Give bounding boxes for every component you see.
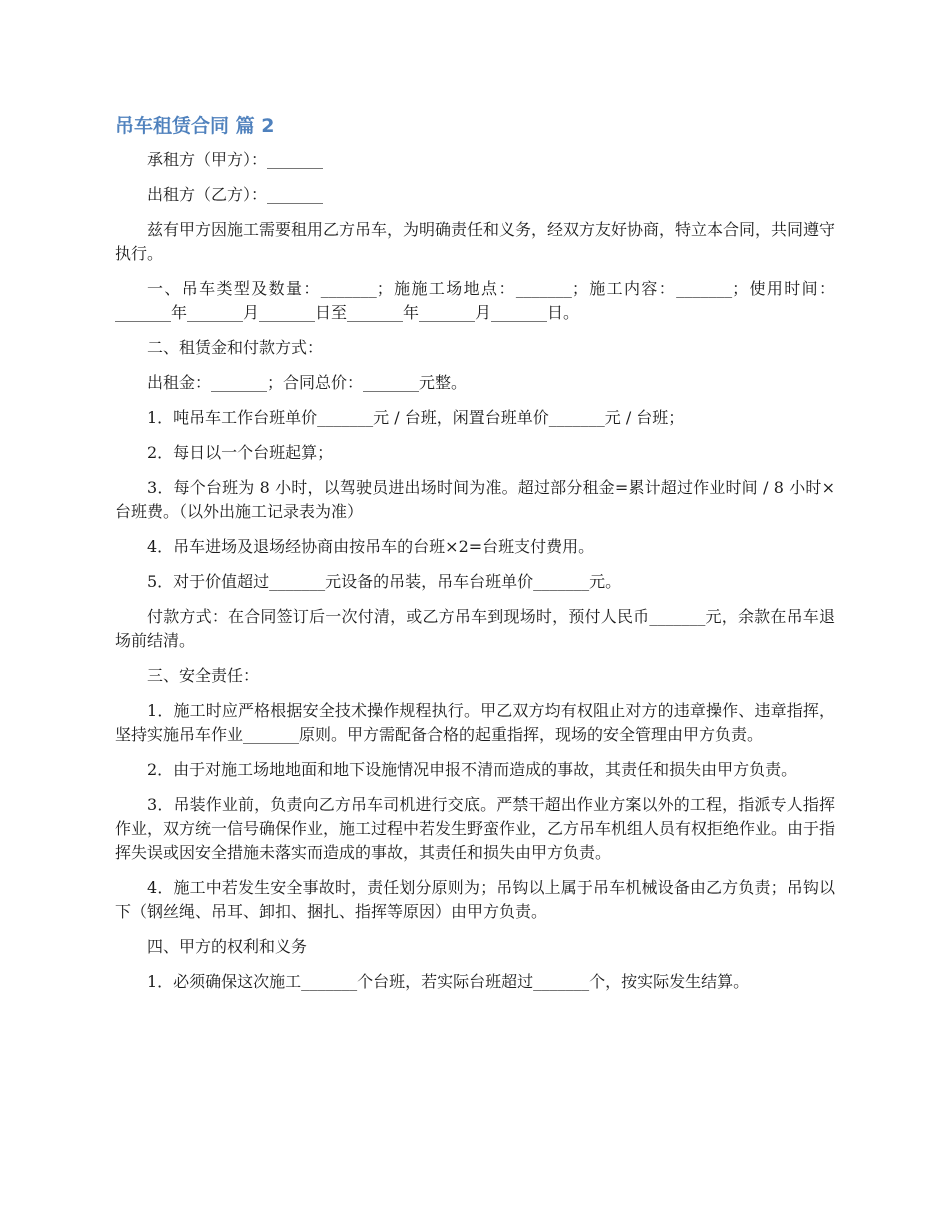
payment-method-paragraph: 付款方式：在合同签订后一次付清，或乙方吊车到现场时，预付人民币_______元，余款在吊车退场前结清。 [115,607,835,650]
preamble-paragraph: 兹有甲方因施工需要租用乙方吊车，为明确责任和义务，经双方友好协商，特立本合同，共同遵守执行。 [115,220,836,263]
section-4-heading: 四、甲方的权利和义务 [147,937,308,956]
rent-amount-line: 出租金：_______；合同总价：_______元整。 [147,373,468,392]
clause-2-2: 2．每日以一个台班起算； [147,443,334,462]
clause-2-1: 1．吨吊车工作台班单价_______元 / 台班，闲置台班单价_______元 / 台班； [147,408,685,427]
lessor-line: 出租方（乙方）：_______ [147,185,324,204]
lessee-line: 承租方（甲方）：_______ [147,150,324,169]
clause-3-3: 3．吊装作业前，负责向乙方吊车司机进行交底。严禁干超出作业方案以外的工程，指派专人指挥作业，双方统一信号确保作业，施工过程中若发生野蛮作业，乙方吊车机组人员有权拒绝作业。由于指挥失误或因安全措施未落实而造成的事故，其责任和损失由甲方负责。 [115,795,836,862]
document-title: 吊车租赁合同 篇 2 [115,115,275,137]
clause-3-4: 4．施工中若发生安全事故时，责任划分原则为；吊钩以上属于吊车机械设备由乙方负责；吊钩以下（钢丝绳、吊耳、卸扣、捆扎、指挥等原因）由甲方负责。 [115,878,835,921]
document-page [115,112,835,1005]
clause-2-4: 4．吊车进场及退场经协商由按吊车的台班×2=台班支付费用。 [147,537,595,556]
section-3-heading: 三、安全责任： [147,666,260,685]
section-1-crane-type: 一、吊车类型及数量：_______；施施工场地点：_______；施工内容：_______；使用时间：_______年_______月_______日至_______年_______月_______日。 [115,279,835,322]
clause-3-1: 1．施工时应严格根据安全技术操作规程执行。甲乙双方均有权阻止对方的违章操作、违章指挥，坚持实施吊车作业_______原则。甲方需配备合格的起重指挥，现场的安全管理由甲方负责。 [115,701,835,744]
clause-3-2: 2．由于对施工场地地面和地下设施情况申报不清而造成的事故，其责任和损失由甲方负责。 [147,760,798,779]
clause-4-1: 1．必须确保这次施工_______个台班，若实际台班超过_______个，按实际发生结算。 [147,972,750,991]
section-2-heading: 二、租赁金和付款方式： [147,338,324,357]
clause-2-5: 5．对于价值超过_______元设备的吊装，吊车台班单价_______元。 [147,572,622,591]
clause-2-3: 3．每个台班为 8 小时，以驾驶员进出场时间为准。超过部分租金=累计超过作业时间 / 8 小时×台班费。（以外出施工记录表为准） [115,478,835,521]
